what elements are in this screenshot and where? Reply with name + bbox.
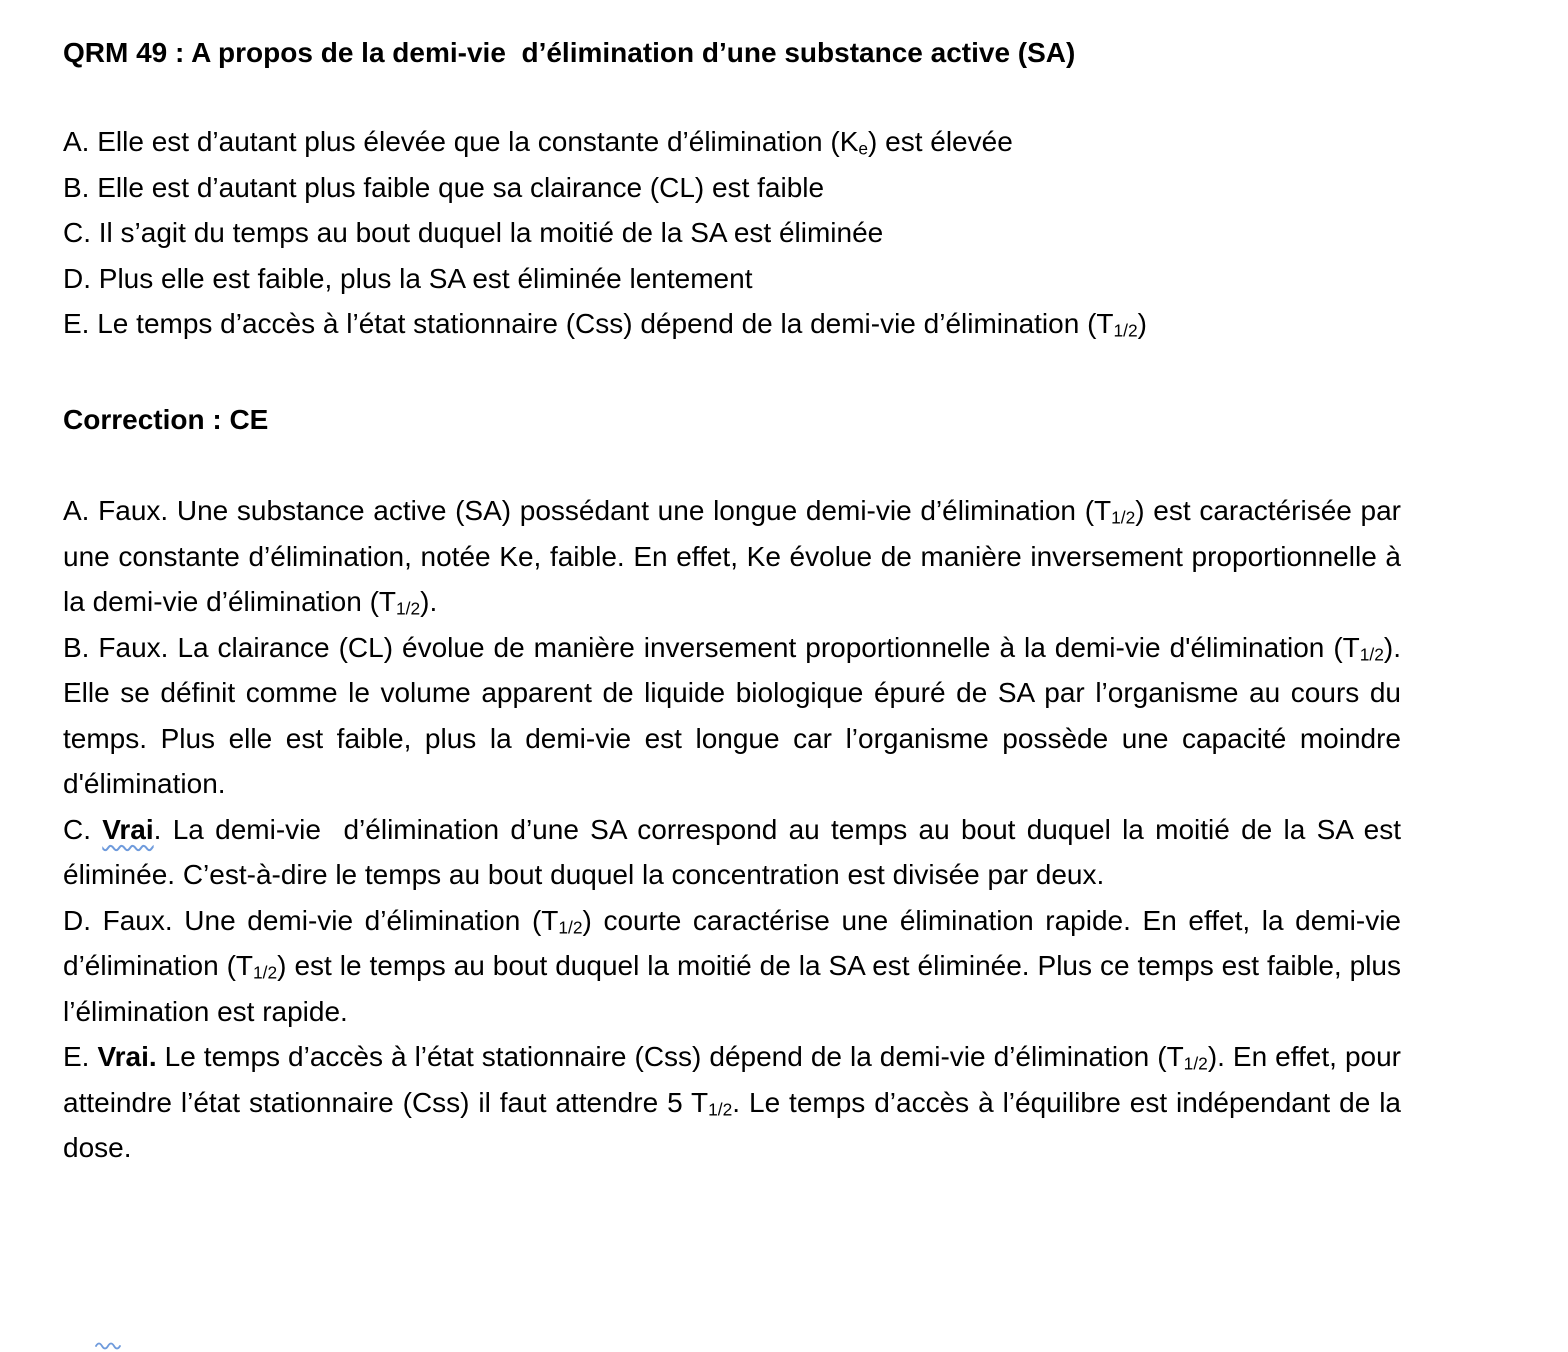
answer-option-e: E. Le temps d’accès à l’état stationnaire (Css) dépend de la demi-vie d’élimination $(T_{1/2})$ [63, 308, 1147, 341]
answer-option-d: D. Plus elle est faible, plus la SA est éliminée lentement [63, 262, 753, 294]
correction-paragraph-e: E. Vrai. Le temps d’accès à l’état stationnaire (Css) dépend de la demi-vie d’élimination $(T_{1/2})$. En effet, pour atteindre l’état stationnaire (Css) il faut attendre 5 $T_{1/2}$. Le temps d’accès à l’équilibre est indépendant de la dose. [63, 1041, 1401, 1163]
spellcheck-squiggle-mark [95, 1340, 123, 1350]
answer-options-list [63, 119, 1401, 347]
answer-option-c: C. Il s’agit du temps au bout duquel la moitié de la SA est éliminée [63, 217, 884, 248]
correction-paragraph-a: A. Faux. Une substance active (SA) possédant une longue demi-vie d’élimination $(T_{1/2})$ est caractérisée par une constante d’élimination, notée Ke, faible. En effet, Ke évolue de manière inversement proportionnelle à la demi-vie d’élimination $(T_{1/2})$. [63, 495, 1401, 619]
correction-paragraph-c: C. Vrai. La demi-vie d’élimination d’une SA correspond au temps au bout duquel la moitié de la SA est éliminée. C’est-à-dire le temps au bout duquel la concentration est divisée par deux. [63, 813, 1401, 890]
answer-option-b: B. Elle est d’autant plus faible que sa clairance (CL) est faible [63, 171, 825, 203]
correction-heading: Correction : CE [63, 403, 269, 435]
correction-block [63, 488, 1401, 1171]
answer-option-a: A. Elle est d’autant plus élevée que la constante d’élimination $(K_e)$ est élevée [63, 126, 1013, 159]
question-title: QRM 49 : A propos de la demi-vie d’élimination d’une substance active (SA) [63, 37, 1076, 68]
correction-paragraph-d: D. Faux. Une demi-vie d’élimination $(T_{1/2})$ courte caractérise une élimination rapide. En effet, la demi-vie d’élimination $(T_{1/2})$ est le temps au bout duquel la moitié de la SA est éliminée. Plus ce temps est faible, plus l’élimination est rapide. [63, 904, 1401, 1027]
correction-paragraph-b: B. Faux. La clairance (CL) évolue de manière inversement proportionnelle à la demi-vie d'élimination $(T_{1/2})$. Elle se définit comme le volume apparent de liquide biologique épuré de SA par l’organisme au cours du temps. Plus elle est faible, plus la demi-vie est longue car l’organisme possède une capacité moindre d'élimination. [63, 631, 1401, 799]
